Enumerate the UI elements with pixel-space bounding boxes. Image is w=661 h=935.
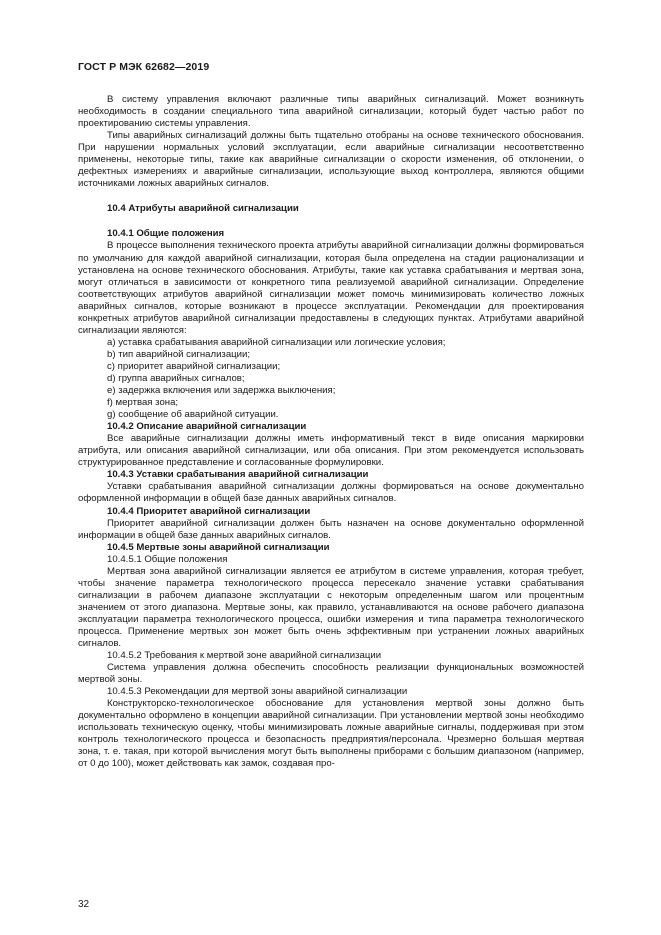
- paragraph: Все аварийные сигнализации должны иметь информативный текст в виде описания маркировки атрибута, или описания аварийной сигнализации, или оба описания. При этом рекомендуется использовать структурированное представление и согласованные формулировки.: [78, 433, 584, 469]
- list-item: c) приоритет аварийной сигнализации;: [107, 360, 281, 372]
- subsection-heading: 10.4.3 Уставки срабатывания аварийной сигнализации: [107, 469, 369, 481]
- paragraph: Уставки срабатывания аварийной сигнализации должны формироваться на основе документально оформленной информации в общей базе данных аварийных сигналов.: [78, 481, 584, 505]
- paragraph: Система управления должна обеспечить способность реализации функциональных возможностей мертвой зоны.: [78, 662, 584, 686]
- list-item: e) задержка включения или задержка выключения;: [107, 385, 336, 397]
- subsection-heading: 10.4.4 Приоритет аварийной сигнализации: [107, 505, 311, 517]
- clause-heading: 10.4.5.3 Рекомендации для мертвой зоны аварийной сигнализации: [107, 686, 408, 698]
- clause-heading: 10.4.5.2 Требования к мертвой зоне аварийной сигнализации: [107, 650, 382, 662]
- list-item: f) мертвая зона;: [107, 397, 179, 409]
- page-number: 32: [78, 899, 90, 910]
- section-heading: 10.4 Атрибуты аварийной сигнализации: [107, 203, 299, 215]
- list-item: g) сообщение об аварийной ситуации.: [107, 409, 279, 421]
- paragraph: Конструкторско-технологическое обоснование для установления мертвой зоны должно быть документально оформлено в концепции аварийной сигнализации. При установлении мертвой зоны необходимо использовать техническую оценку, чтобы минимизировать ложные аварийные сигналы, поддерживая при этом контроль технологического процесса и безопасность предприятия/персонала. Чрезмерно большая мертвая зона, т. е. такая, при которой вычисления могут быть выполнены приборами с большим диапазоном (например, от 0 до 100), может действовать как замок, создавая про-: [78, 698, 584, 770]
- paragraph: В процессе выполнения технического проекта атрибуты аварийной сигнализации должны формироваться по умолчанию для каждой аварийной сигнализации, которая была определена на стадии рационализации и установлена на основе технического обоснования. Атрибуты, такие как уставка срабатывания и мертвая зона, могут отличаться в зависимости от конкретного типа реализуемой аварийной сигнализации. Определение соответствующих атрибутов аварийной сигнализации может помочь минимизировать количество ложных аварийных сигналов, которые возникают в процессе эксплуатации. Рекомендации для проектирования конкретных атрибутов аварийной сигнализации предоставлены в следующих пунктах. Атрибутами аварийной сигнализации являются:: [78, 240, 584, 336]
- subsection-heading: 10.4.1 Общие положения: [107, 228, 225, 240]
- list-item: d) группа аварийных сигналов;: [107, 372, 245, 384]
- list-item: b) тип аварийной сигнализации;: [107, 348, 251, 360]
- paragraph: Типы аварийных сигнализаций должны быть тщательно отобраны на основе технического обоснования. При нарушении нормальных условий эксплуатации, если аварийные сигнализации несоответственно применены, некоторые типы, такие как аварийные сигнализации о скорости изменения, об отклонении, о дефектных измерениях и аварийные сигнализации, использующие выход контроллера, являются общими источниками ложных аварийных сигналов.: [78, 130, 584, 190]
- clause-heading: 10.4.5.1 Общие положения: [107, 553, 228, 565]
- subsection-heading: 10.4.5 Мертвые зоны аварийной сигнализации: [107, 541, 330, 553]
- subsection-heading: 10.4.2 Описание аварийной сигнализации: [107, 421, 307, 433]
- paragraph: Мертвая зона аварийной сигнализации является ее атрибутом в системе управления, которая требует, чтобы значение параметра технологического процесса пересекало значение уставки срабатывания сигнализации в рабочем диапазоне эксплуатации с некоторым определенным шагом или процентным значением от этого диапазона. Мертвые зоны, как правило, устанавливаются на основе рабочего диапазона эксплуатации параметра технологического процесса, ошибки измерения и типа параметра технологического процесса. Применение мертвых зон может быть очень эффективным при устранении ложных аварийных сигналов.: [78, 565, 584, 650]
- list-item: a) уставка срабатывания аварийной сигнализации или логические условия;: [107, 336, 446, 348]
- paragraph: Приоритет аварийной сигнализации должен быть назначен на основе документально оформленной информации в общей базе данных аварийных сигналов.: [78, 517, 584, 541]
- paragraph: В систему управления включают различные типы аварийных сигнализаций. Может возникнуть необходимость в создании специального типа аварийной сигнализации, который будет частью работ по проектированию системы управления.: [78, 94, 584, 130]
- document-body: [78, 94, 584, 771]
- document-header: ГОСТ Р МЭК 62682—2019: [78, 61, 210, 73]
